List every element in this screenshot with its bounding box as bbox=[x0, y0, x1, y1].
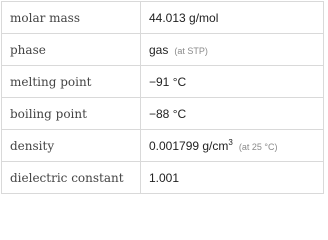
property-value-boiling-point bbox=[141, 98, 324, 130]
table-row bbox=[2, 130, 324, 162]
property-value-molar-mass bbox=[141, 2, 324, 34]
property-value-melting-point bbox=[141, 66, 324, 98]
property-label-molar-mass: molar mass bbox=[2, 2, 141, 34]
property-label-dielectric-constant: dielectric constant bbox=[2, 162, 141, 194]
property-value-dielectric-constant bbox=[141, 162, 324, 194]
value-text: −91 °C bbox=[149, 74, 187, 89]
table-row bbox=[2, 162, 324, 194]
property-label-melting-point: melting point bbox=[2, 66, 141, 98]
condition-note: (at STP) bbox=[174, 45, 208, 56]
value-text: 0.001799 g/cm bbox=[149, 138, 229, 153]
table-row bbox=[2, 2, 324, 34]
property-value-phase bbox=[141, 34, 324, 66]
value-text: −88 °C bbox=[149, 106, 187, 121]
unit-exponent: 3 bbox=[228, 137, 233, 147]
table-row bbox=[2, 34, 324, 66]
value-text: 44.013 g/mol bbox=[149, 10, 219, 25]
value-text: gas bbox=[149, 42, 169, 57]
condition-note: (at 25 °C) bbox=[238, 141, 278, 152]
property-value-density bbox=[141, 130, 324, 162]
table-row bbox=[2, 98, 324, 130]
property-label-phase: phase bbox=[2, 34, 141, 66]
properties-table bbox=[1, 1, 324, 194]
property-label-density: density bbox=[2, 130, 141, 162]
value-text: 1.001 bbox=[149, 170, 180, 185]
table-row bbox=[2, 66, 324, 98]
property-label-boiling-point: boiling point bbox=[2, 98, 141, 130]
